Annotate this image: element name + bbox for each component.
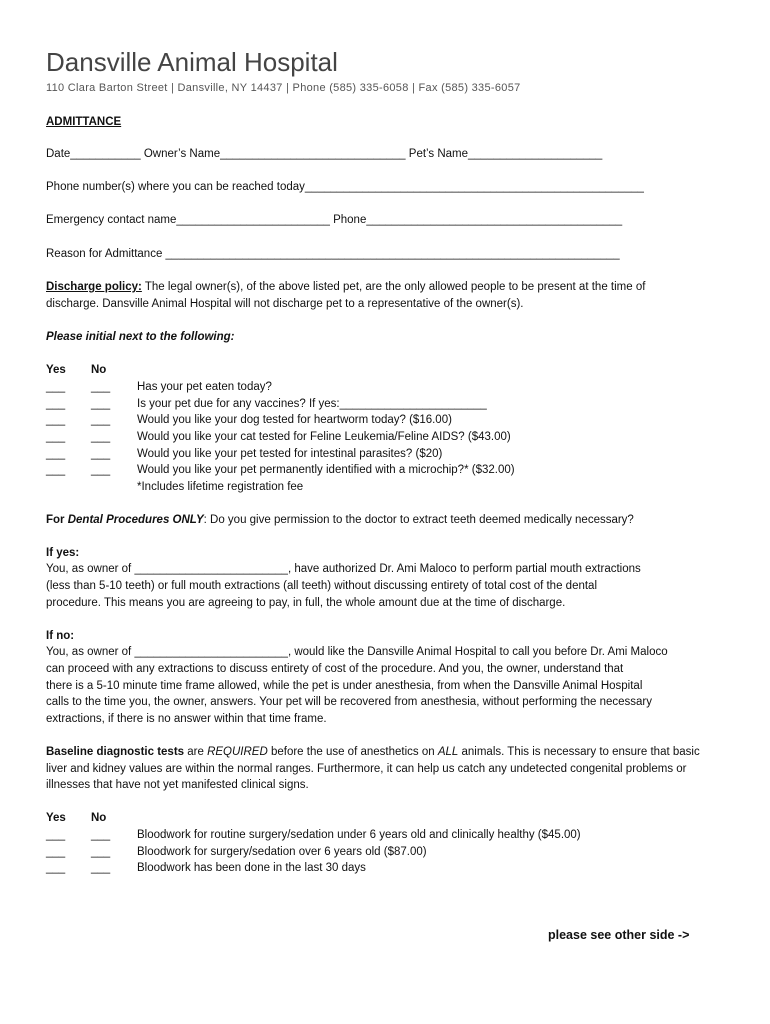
baseline-are: are <box>184 746 208 758</box>
question-no-mark[interactable]: ___ <box>91 381 111 393</box>
if-no-line: extractions, if there is no answer within that time frame. <box>46 713 327 725</box>
bloodwork-item: Bloodwork has been done in the last 30 days <box>137 862 366 875</box>
dental-for-text: For <box>46 514 68 526</box>
if-yes-line[interactable]: You, as owner of ________________________, have authorized Dr. Ami Maloco to perform partial mouth extractions <box>46 563 641 575</box>
admittance-heading: ADMITTANCE <box>46 116 122 128</box>
if-no-line: can proceed with any extractions to discuss entirety of cost of the procedure. And you, the owner, understand that <box>46 663 624 675</box>
question-item: Is your pet due for any vaccines? If yes:_______________________ <box>137 397 487 410</box>
dental-question <box>46 512 634 529</box>
bloodwork-no-mark[interactable]: ___ <box>91 829 111 841</box>
bloodwork-no-mark[interactable]: ___ <box>91 862 111 875</box>
emergency-contact-line[interactable]: Emergency contact name________________________ Phone________________________________________ <box>46 214 623 226</box>
question-item: Would you like your pet permanently identified with a microchip?* ($32.00) <box>137 464 515 477</box>
baseline-line-2: liver and kidney values are within the normal ranges. Furthermore, it can help us catch any undetected congenital problems or <box>46 763 687 775</box>
baseline-rest: animals. This is necessary to ensure that basic <box>458 746 700 758</box>
baseline-before: before the use of anesthetics on <box>267 746 438 758</box>
bloodwork-item: Bloodwork for routine surgery/sedation under 6 years old and clinically healthy ($45.00) <box>137 829 581 841</box>
question-item: Would you like your dog tested for heartworm today? ($16.00) <box>137 414 452 427</box>
bloodwork-yes-mark[interactable]: ___ <box>46 829 66 841</box>
question-yes-mark[interactable]: ___ <box>46 414 66 427</box>
baseline-line-3: illnesses that have not yet manifested clinical signs. <box>46 779 309 791</box>
bloodwork-item: Bloodwork for surgery/sedation over 6 years old ($87.00) <box>137 845 427 858</box>
baseline-all: ALL <box>437 746 459 758</box>
bloodwork-yes-column <box>46 827 65 877</box>
question-no-column <box>91 379 110 479</box>
baseline-required: REQUIRED <box>207 746 268 758</box>
question-no-mark[interactable]: ___ <box>91 447 111 460</box>
bloodwork-no-mark[interactable]: ___ <box>91 845 111 858</box>
if-no-line: there is a 5-10 minute time frame allowed, while the pet is under anesthesia, from when the Dansville Animal Hospital <box>46 680 643 692</box>
if-no-line[interactable]: You, as owner of ________________________, would like the Dansville Animal Hospital to call you before Dr. Ami Maloco <box>46 646 668 658</box>
question-yes-mark[interactable]: ___ <box>46 447 66 460</box>
question-item-footnote: *Includes lifetime registration fee <box>137 481 304 494</box>
bloodwork-yes-header: Yes <box>46 812 66 824</box>
question-no-mark[interactable]: ___ <box>91 464 111 477</box>
hospital-title: Dansville Animal Hospital <box>46 47 338 77</box>
question-yes-column <box>46 379 65 479</box>
question-list <box>137 379 515 496</box>
question-yes-mark[interactable]: ___ <box>46 381 66 393</box>
see-other-side-note: please see other side -> <box>548 928 690 942</box>
question-yes-mark[interactable]: ___ <box>46 397 66 410</box>
reason-line[interactable]: Reason for Admittance _______________________________________________________________________ <box>46 248 620 260</box>
question-no-mark[interactable]: ___ <box>91 414 111 427</box>
yes-header: Yes <box>46 364 66 376</box>
discharge-policy-line-2: discharge. Dansville Animal Hospital will not discharge pet to a representative of the owner(s). <box>46 298 524 310</box>
initial-prompt: Please initial next to the following: <box>46 331 235 343</box>
baseline-line-1 <box>46 744 700 761</box>
dental-question-text: : Do you give permission to the doctor to extract teeth deemed medically necessary? <box>203 514 634 526</box>
date-owner-pet-line[interactable]: Date___________ Owner’s Name_____________________________ Pet’s Name_____________________ <box>46 148 603 160</box>
bloodwork-yes-mark[interactable]: ___ <box>46 845 66 858</box>
if-no-line: calls to the time you, the owner, answers. Your pet will be recovered from anesthesia, without performing the necessary <box>46 696 652 708</box>
bloodwork-no-column <box>91 827 110 877</box>
phone-line[interactable]: Phone number(s) where you can be reached today_____________________________________________________ <box>46 181 644 193</box>
if-no-label: If no: <box>46 630 75 642</box>
bloodwork-no-header: No <box>91 812 107 824</box>
baseline-label: Baseline diagnostic tests <box>46 746 185 758</box>
if-yes-label: If yes: <box>46 547 80 559</box>
question-item: Would you like your pet tested for intestinal parasites? ($20) <box>137 447 443 460</box>
question-no-mark[interactable]: ___ <box>91 397 111 410</box>
dental-label: Dental Procedures ONLY <box>67 514 204 526</box>
if-yes-line: (less than 5-10 teeth) or full mouth extractions (all teeth) without discussing entirety of total cost of the dental <box>46 580 598 592</box>
question-item: Would you like your cat tested for Feline Leukemia/Feline AIDS? ($43.00) <box>137 431 511 444</box>
question-yes-mark[interactable]: ___ <box>46 464 66 477</box>
question-yes-mark[interactable]: ___ <box>46 431 66 444</box>
hospital-address: 110 Clara Barton Street | Dansville, NY 14437 | Phone (585) 335-6058 | Fax (585) 335-6057 <box>46 82 521 94</box>
discharge-policy-label: Discharge policy: <box>46 281 142 293</box>
question-item: Has your pet eaten today? <box>137 381 272 393</box>
question-no-mark[interactable]: ___ <box>91 431 111 444</box>
if-yes-line: procedure. This means you are agreeing to pay, in full, the whole amount due at the time of discharge. <box>46 597 566 609</box>
discharge-policy-text-1: The legal owner(s), of the above listed pet, are the only allowed people to be present at the time of <box>141 281 646 293</box>
discharge-policy-line-1 <box>46 279 645 296</box>
no-header: No <box>91 364 107 376</box>
bloodwork-list <box>137 827 581 877</box>
bloodwork-yes-mark[interactable]: ___ <box>46 862 66 875</box>
